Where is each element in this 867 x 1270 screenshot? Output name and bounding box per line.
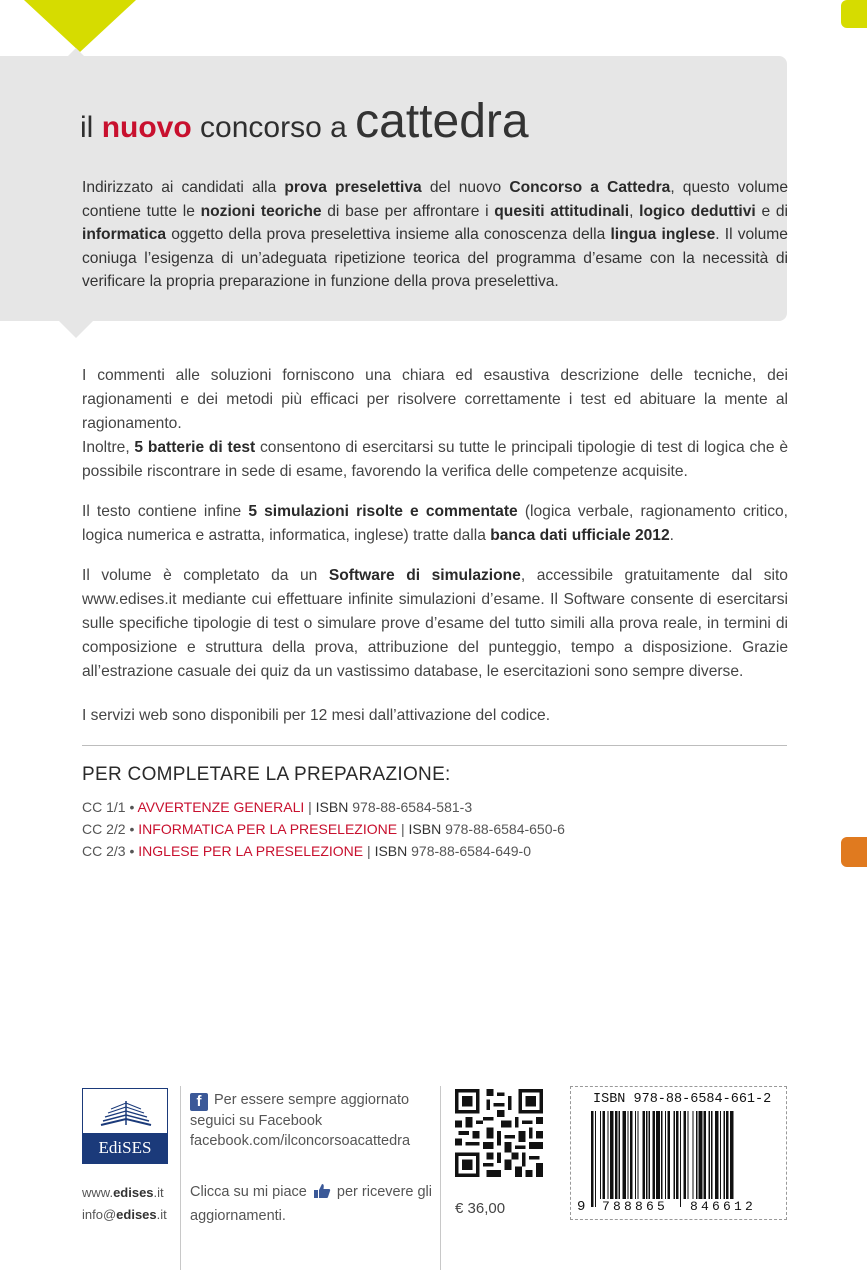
barcode-bar [676, 1111, 679, 1199]
thumbs-up-icon[interactable] [313, 1183, 331, 1206]
barcode-bar [661, 1111, 662, 1199]
related-title-link[interactable]: INFORMATICA PER LA PRESELEZIONE [138, 821, 398, 837]
book-title [80, 96, 529, 154]
barcode-bar [696, 1111, 697, 1199]
footer-separator [440, 1086, 441, 1270]
barcode-bar [720, 1111, 721, 1199]
barcode-bar [627, 1111, 628, 1199]
contact-info [82, 1182, 167, 1226]
title-word-cattedra: cattedra [355, 95, 529, 148]
barcode-bar [642, 1111, 645, 1199]
price-label: € 36,00 [455, 1200, 506, 1217]
barcode-bar [730, 1111, 734, 1199]
ean-left-digits: 788865 [602, 1199, 669, 1214]
intro-paragraph: Indirizzato ai candidati alla prova preselettiva del nuovo Concorso a Cattedra, questo volume contiene tutte le nozioni teoriche di base per affrontare i quesiti attitudinali, logico deduttivi e di informatica oggetto della prova preselettiva insieme alla conoscenza della lingua inglese. Il volume coniuga l’esigenza di un’adeguata ripetizione teorica del programma d’esame con la necessità di verificare la propria preparazione in funzione della prova preselettiva. [82, 179, 789, 290]
yellow-edge-tab [841, 0, 867, 28]
related-title-link[interactable]: AVVERTENZE GENERALI [137, 799, 305, 815]
footer-separator [180, 1086, 181, 1270]
related-item: CC 1/1 • AVVERTENZE GENERALI | ISBN 978-88-6584-581-3 [82, 799, 473, 815]
panel-notch-bottom [58, 320, 94, 338]
logo-wordmark: EdiSES [83, 1133, 167, 1163]
title-word-il: il [80, 111, 94, 144]
body-paragraph-2: Il testo contiene infine 5 simulazioni risolte e commentate (logica verbale, ragionamento critico, logica numerica e astratta, informatica, inglese) tratte dalla banca dati ufficiale 2012. [82, 503, 788, 544]
barcode-bar [619, 1111, 620, 1199]
panel-notch-top [58, 48, 94, 66]
like-line-2: aggiornamenti. [190, 1208, 286, 1224]
barcode-bar [692, 1111, 693, 1199]
facebook-block: f Per essere sempre aggiornato seguici su Facebook facebook.com/ilconcorsoacattedra [190, 1092, 411, 1149]
facebook-icon[interactable]: f [190, 1093, 208, 1111]
body-paragraph-1: I commenti alle soluzioni forniscono una chiara ed esaustiva descrizione delle tecniche, dei ragionamenti e dei metodi più efficaci per risolvere correttamente i test ed abituare la mente al ragionamento. Inoltre, 5 batterie di test consentono di esercitarsi su tutte le principali tipologie di test di logica che è possibile riscontrare in sede di esame, favorendo la verifica delle competenze acquisite. [82, 367, 788, 480]
title-word-a: a [330, 111, 347, 144]
ean-first-digit: 9 [577, 1199, 586, 1215]
barcode-bar [680, 1111, 681, 1207]
yellow-corner-triangle [24, 0, 136, 52]
barcode-bar [637, 1111, 638, 1199]
barcode-bar [715, 1111, 719, 1199]
barcode-bar [709, 1111, 710, 1199]
title-word-concorso: concorso [200, 111, 322, 144]
barcode-bar [630, 1111, 633, 1199]
barcode-bar [591, 1111, 594, 1207]
barcode-bar [602, 1111, 605, 1199]
barcode-bar [649, 1111, 650, 1199]
barcode-icon [591, 1111, 771, 1207]
body-paragraph-4: I servizi web sono disponibili per 12 mesi dall’attivazione del codice. [82, 707, 551, 724]
related-list [82, 796, 565, 862]
like-block: Clicca su mi piace per ricevere gli aggiornamenti. [190, 1182, 432, 1227]
barcode-bar [610, 1111, 614, 1199]
barcode-bar [646, 1111, 647, 1199]
barcode-bar [656, 1111, 660, 1199]
barcode-bar [711, 1111, 712, 1199]
isbn-label: ISBN 978-88-6584-661-2 [593, 1092, 772, 1107]
related-item: CC 2/2 • INFORMATICA PER LA PRESELEZIONE | ISBN 978-88-6584-650-6 [82, 821, 565, 837]
related-item: CC 2/3 • INGLESE PER LA PRESELEZIONE | ISBN 978-88-6584-649-0 [82, 843, 532, 859]
orange-edge-tab [841, 837, 867, 867]
related-title-link[interactable]: INGLESE PER LA PRESELEZIONE [138, 843, 364, 859]
barcode-bar [600, 1111, 601, 1199]
website-link[interactable]: www.edises.it [82, 1185, 164, 1200]
email-link[interactable]: info@edises.it [82, 1207, 167, 1222]
barcode-bar [615, 1111, 618, 1199]
qr-code-icon[interactable] [455, 1089, 543, 1177]
barcode-bar [635, 1111, 636, 1199]
barcode-bar [724, 1111, 725, 1199]
barcode-bar [674, 1111, 675, 1199]
title-word-nuovo: nuovo [101, 111, 192, 144]
facebook-page-link[interactable]: facebook.com/ilconcorsoacattedra [190, 1133, 411, 1149]
related-heading: PER COMPLETARE LA PREPARAZIONE: [82, 764, 451, 785]
barcode-bar [607, 1111, 608, 1199]
body-paragraph-3: Il volume è completato da un Software di simulazione, accessibile gratuitamente dal sito www.edises.it mediante cui effettuare infinite simulazioni d’esame. Il Software consente di esercitarsi sulle specifiche tipologie di test o simulare prove d’esame del tutto simili alla prova reale, in termini di composizione e struttura della prova, attribuzione del punteggio, tempo a disposizione. Grazie all’estrazione casuale dei quiz da un vastissimo database, le esercitazioni sono sempre diverse. [82, 567, 788, 680]
barcode-bar [595, 1111, 596, 1207]
fb-line-2: seguici su Facebook [190, 1113, 323, 1129]
barcode-bar [652, 1111, 655, 1199]
barcode-bar [665, 1111, 666, 1199]
barcode-box [570, 1086, 787, 1220]
barcode-bar [726, 1111, 729, 1199]
barcode-bar [687, 1111, 688, 1199]
barcode-bar [622, 1111, 626, 1199]
ean-right-digits: 846612 [690, 1199, 757, 1214]
edises-logo[interactable] [82, 1088, 168, 1164]
barcode-bar [667, 1111, 670, 1199]
barcode-bar [684, 1111, 687, 1199]
book-icon [99, 1095, 153, 1131]
barcode-bar [704, 1111, 707, 1199]
barcode-bar [699, 1111, 703, 1199]
section-divider [82, 745, 787, 746]
